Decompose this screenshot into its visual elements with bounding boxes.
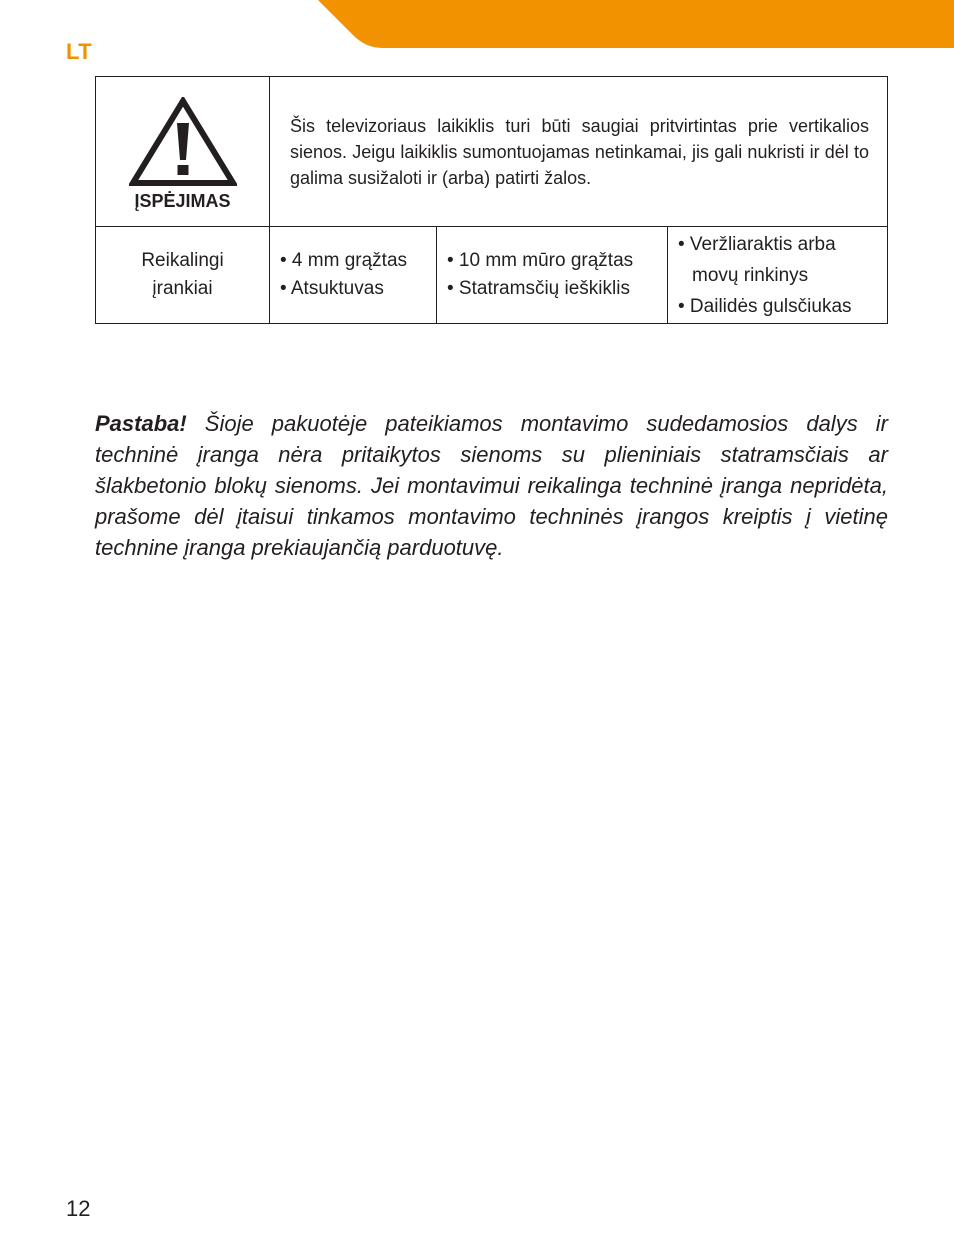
- tool-item: • Veržliaraktis arba: [678, 233, 836, 255]
- note-heading: Pastaba!: [95, 411, 187, 436]
- warning-cell: [96, 77, 270, 227]
- warning-triangle-icon: [129, 97, 237, 187]
- required-tools-label-line2: įrankiai: [152, 278, 213, 299]
- tools-column-1: [270, 227, 437, 324]
- tool-item: • 4 mm grąžtas: [280, 250, 408, 271]
- warning-label: ĮSPĖJIMAS: [134, 191, 231, 211]
- tools-column-2: [437, 227, 668, 324]
- required-tools-label: [96, 227, 270, 324]
- note-paragraph: [95, 408, 888, 563]
- tool-item: • Atsuktuvas: [280, 278, 384, 299]
- required-tools-label-line1: Reikalingi: [141, 250, 224, 271]
- tool-item: • Statramsčių ieškiklis: [447, 278, 630, 299]
- page-number: 12: [66, 1196, 91, 1221]
- tools-column-3: [668, 227, 888, 324]
- tool-item-continuation: movų rinkinys: [692, 264, 809, 286]
- orange-header-tab: [0, 0, 954, 50]
- tool-item: • 10 mm mūro grąžtas: [447, 250, 634, 271]
- tool-item: • Dailidės gulsčiukas: [678, 295, 852, 317]
- warning-text: Šis televizoriaus laikiklis turi būti saugiai pritvirtintas prie vertikalios sienos. Jeigu laikiklis sumontuojamas netinkamai, jis gali nukristi ir dėl to galima susižaloti ir (arba) patirti žalos.: [270, 77, 888, 227]
- warning-row: [96, 77, 888, 227]
- safety-tools-table: [95, 76, 888, 324]
- tools-row: [96, 227, 888, 324]
- note-text: Šioje pakuotėje pateikiamos montavimo sudedamosios dalys ir techninė įranga nėra pritaikytos sienoms su plieniniais statramsčiais ar šlakbetonio blokų sienoms. Jei montavimui reikalinga techninė įranga nepridėta, prašome dėl įtaisui tinkamos montavimo techninės įrangos kreiptis į vietinę technine įranga prekiaujančią parduotuvę.: [95, 411, 888, 560]
- language-code: LT: [66, 39, 93, 64]
